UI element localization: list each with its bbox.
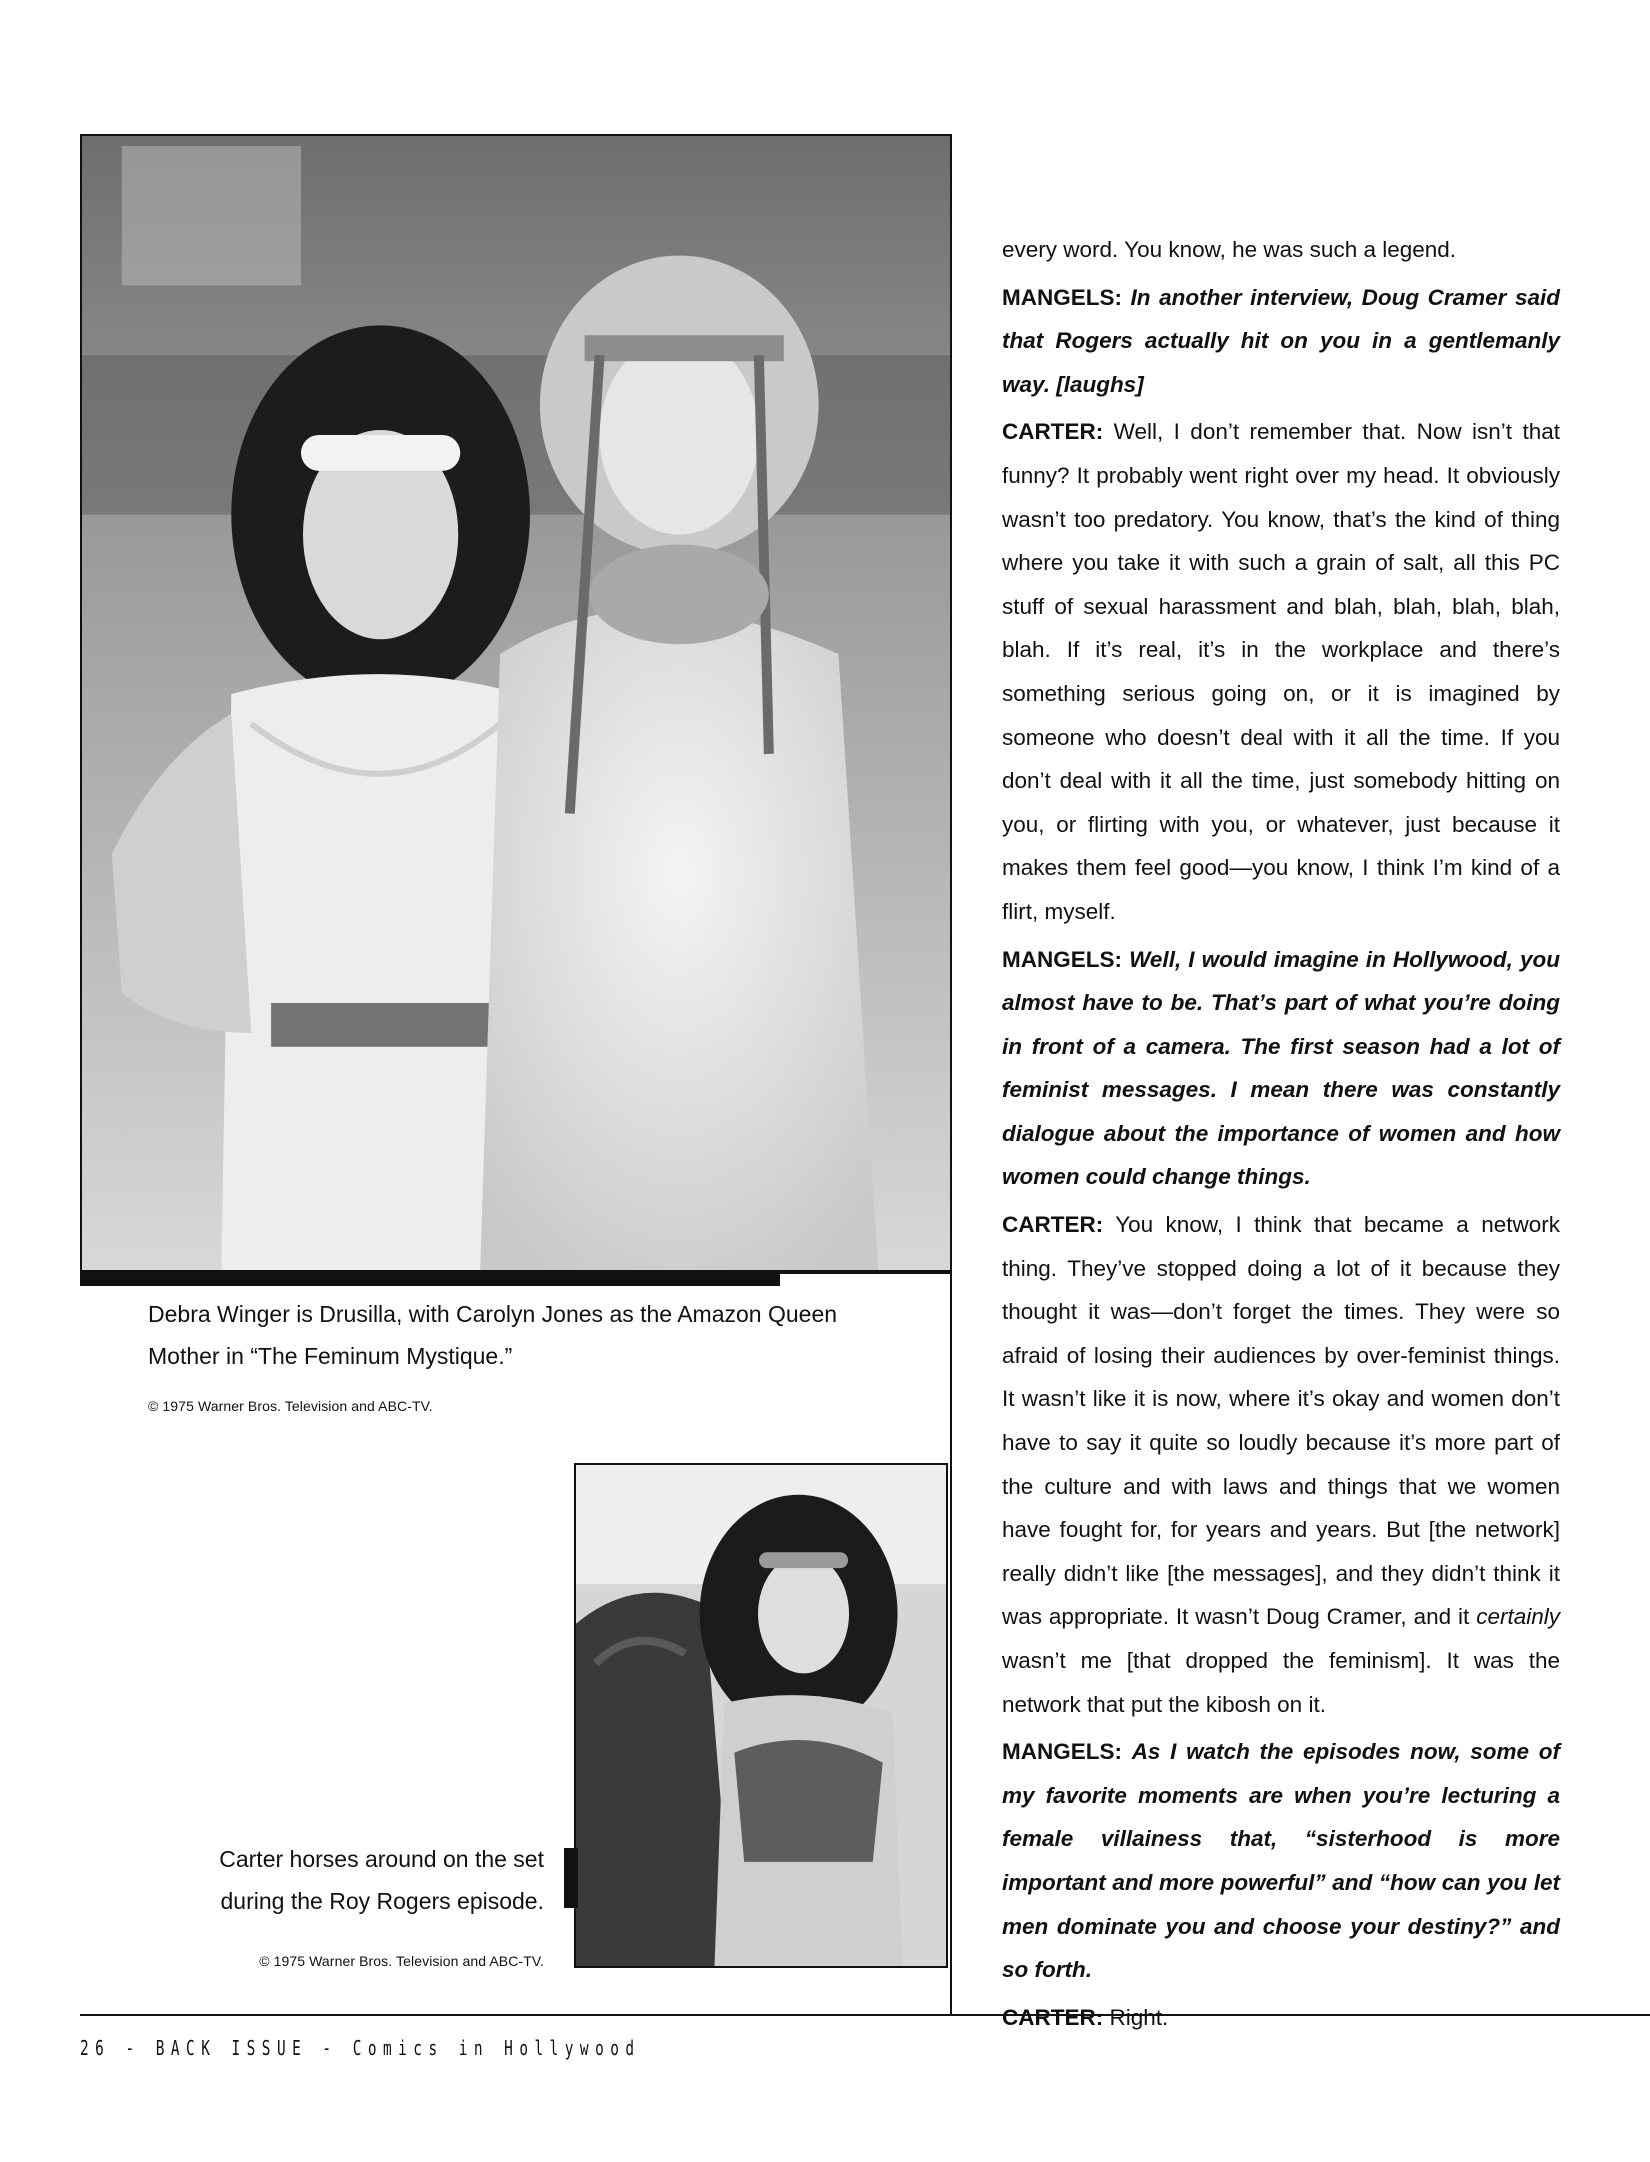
question-text: As I watch the episodes now, some of my favorite moments are when you’re lecturing a female villainess that, “sisterhood is more important and more powerful” and “how can you let men dominate you and choose your destiny?” and so forth. — [1002, 1739, 1560, 1983]
answer-text: wasn’t me [that dropped the feminism]. It was the network that put the kibosh on it. — [1002, 1648, 1560, 1717]
speaker-label: MANGELS: — [1002, 1739, 1122, 1765]
answer — [1002, 1203, 1560, 1726]
column-rule — [950, 134, 952, 2014]
main-photo-credit: © 1975 Warner Bros. Television and ABC-TV. — [148, 1398, 433, 1414]
question — [1002, 276, 1560, 407]
speaker-label: CARTER: — [1002, 1212, 1104, 1238]
question-text: Well, I would imagine in Hollywood, you almost have to be. That’s part of what you’re doing in front of a camera. The first season had a lot of feminist messages. I mean there was constantly dialogue about the importance of women and how women could change things. — [1002, 946, 1560, 1190]
question — [1002, 938, 1560, 1200]
question-text: In another interview, Doug Cramer said that Rogers actually hit on you in a gentlemanly way. [laughs] — [1002, 284, 1560, 397]
main-photo-image — [82, 136, 950, 1270]
speaker-label: MANGELS: — [1002, 284, 1122, 310]
speaker-label: MANGELS: — [1002, 946, 1122, 972]
paragraph — [1002, 228, 1560, 272]
speaker-label: CARTER: — [1002, 2004, 1104, 2030]
small-photo-tab — [564, 1848, 578, 1908]
question — [1002, 1730, 1560, 1992]
emphasis-text: certainly — [1476, 1604, 1560, 1630]
answer — [1002, 410, 1560, 933]
main-photo — [80, 134, 952, 1272]
answer-text: Right. — [1109, 2004, 1169, 2030]
small-photo-credit: © 1975 Warner Bros. Television and ABC-TV. — [259, 1953, 544, 1969]
answer-text: Well, I don’t remember that. Now isn’t that funny? It probably went right over my head. It obviously wasn’t too predatory. You know, that’s the kind of thing where you take it with such a grain of salt, all this PC stuff of sexual harassment and blah, blah, blah, blah, blah. If it’s real, it’s in the workplace and there’s something serious going on, or it is imagined by someone who doesn’t deal with it all the time. If you don’t deal with it all the time, just somebody hitting on you, or flirting with you, or whatever, just because it makes them feel good—you know, I think I’m kind of a flirt, myself. — [1002, 419, 1560, 924]
small-photo-caption — [150, 1838, 544, 1922]
main-photo-caption: Debra Winger is Drusilla, with Carolyn Jones as the Amazon Queen Mother in “The Feminum Mystique.” — [148, 1301, 838, 1369]
caption-bar — [80, 1272, 780, 1286]
speaker-label: CARTER: — [1002, 419, 1104, 445]
small-photo-image — [576, 1465, 946, 1966]
small-photo-caption-line1: Carter horses around on the set — [219, 1846, 544, 1872]
page-footer: 26 - BACK ISSUE - Comics in Hollywood — [80, 2036, 641, 2060]
answer — [1002, 1996, 1560, 2040]
interview-text — [1002, 228, 1560, 2043]
small-photo-caption-line2: during the Roy Rogers episode. — [220, 1888, 544, 1914]
paragraph-text: every word. You know, he was such a legend. — [1002, 237, 1457, 262]
answer-text: You know, I think that became a network thing. They’ve stopped doing a lot of it because they thought it was—don’t forget the times. They were so afraid of losing their audiences by over-feminist things. It wasn’t like it is now, where it’s okay and women don’t have to say it quite so loudly because it’s more part of the culture and with laws and things that we women have fought for, for years and years. But [the network] really didn’t like [the messages], and they didn’t think it was appropriate. It wasn’t Doug Cramer, and it — [1002, 1212, 1560, 1630]
small-photo — [574, 1463, 948, 1968]
